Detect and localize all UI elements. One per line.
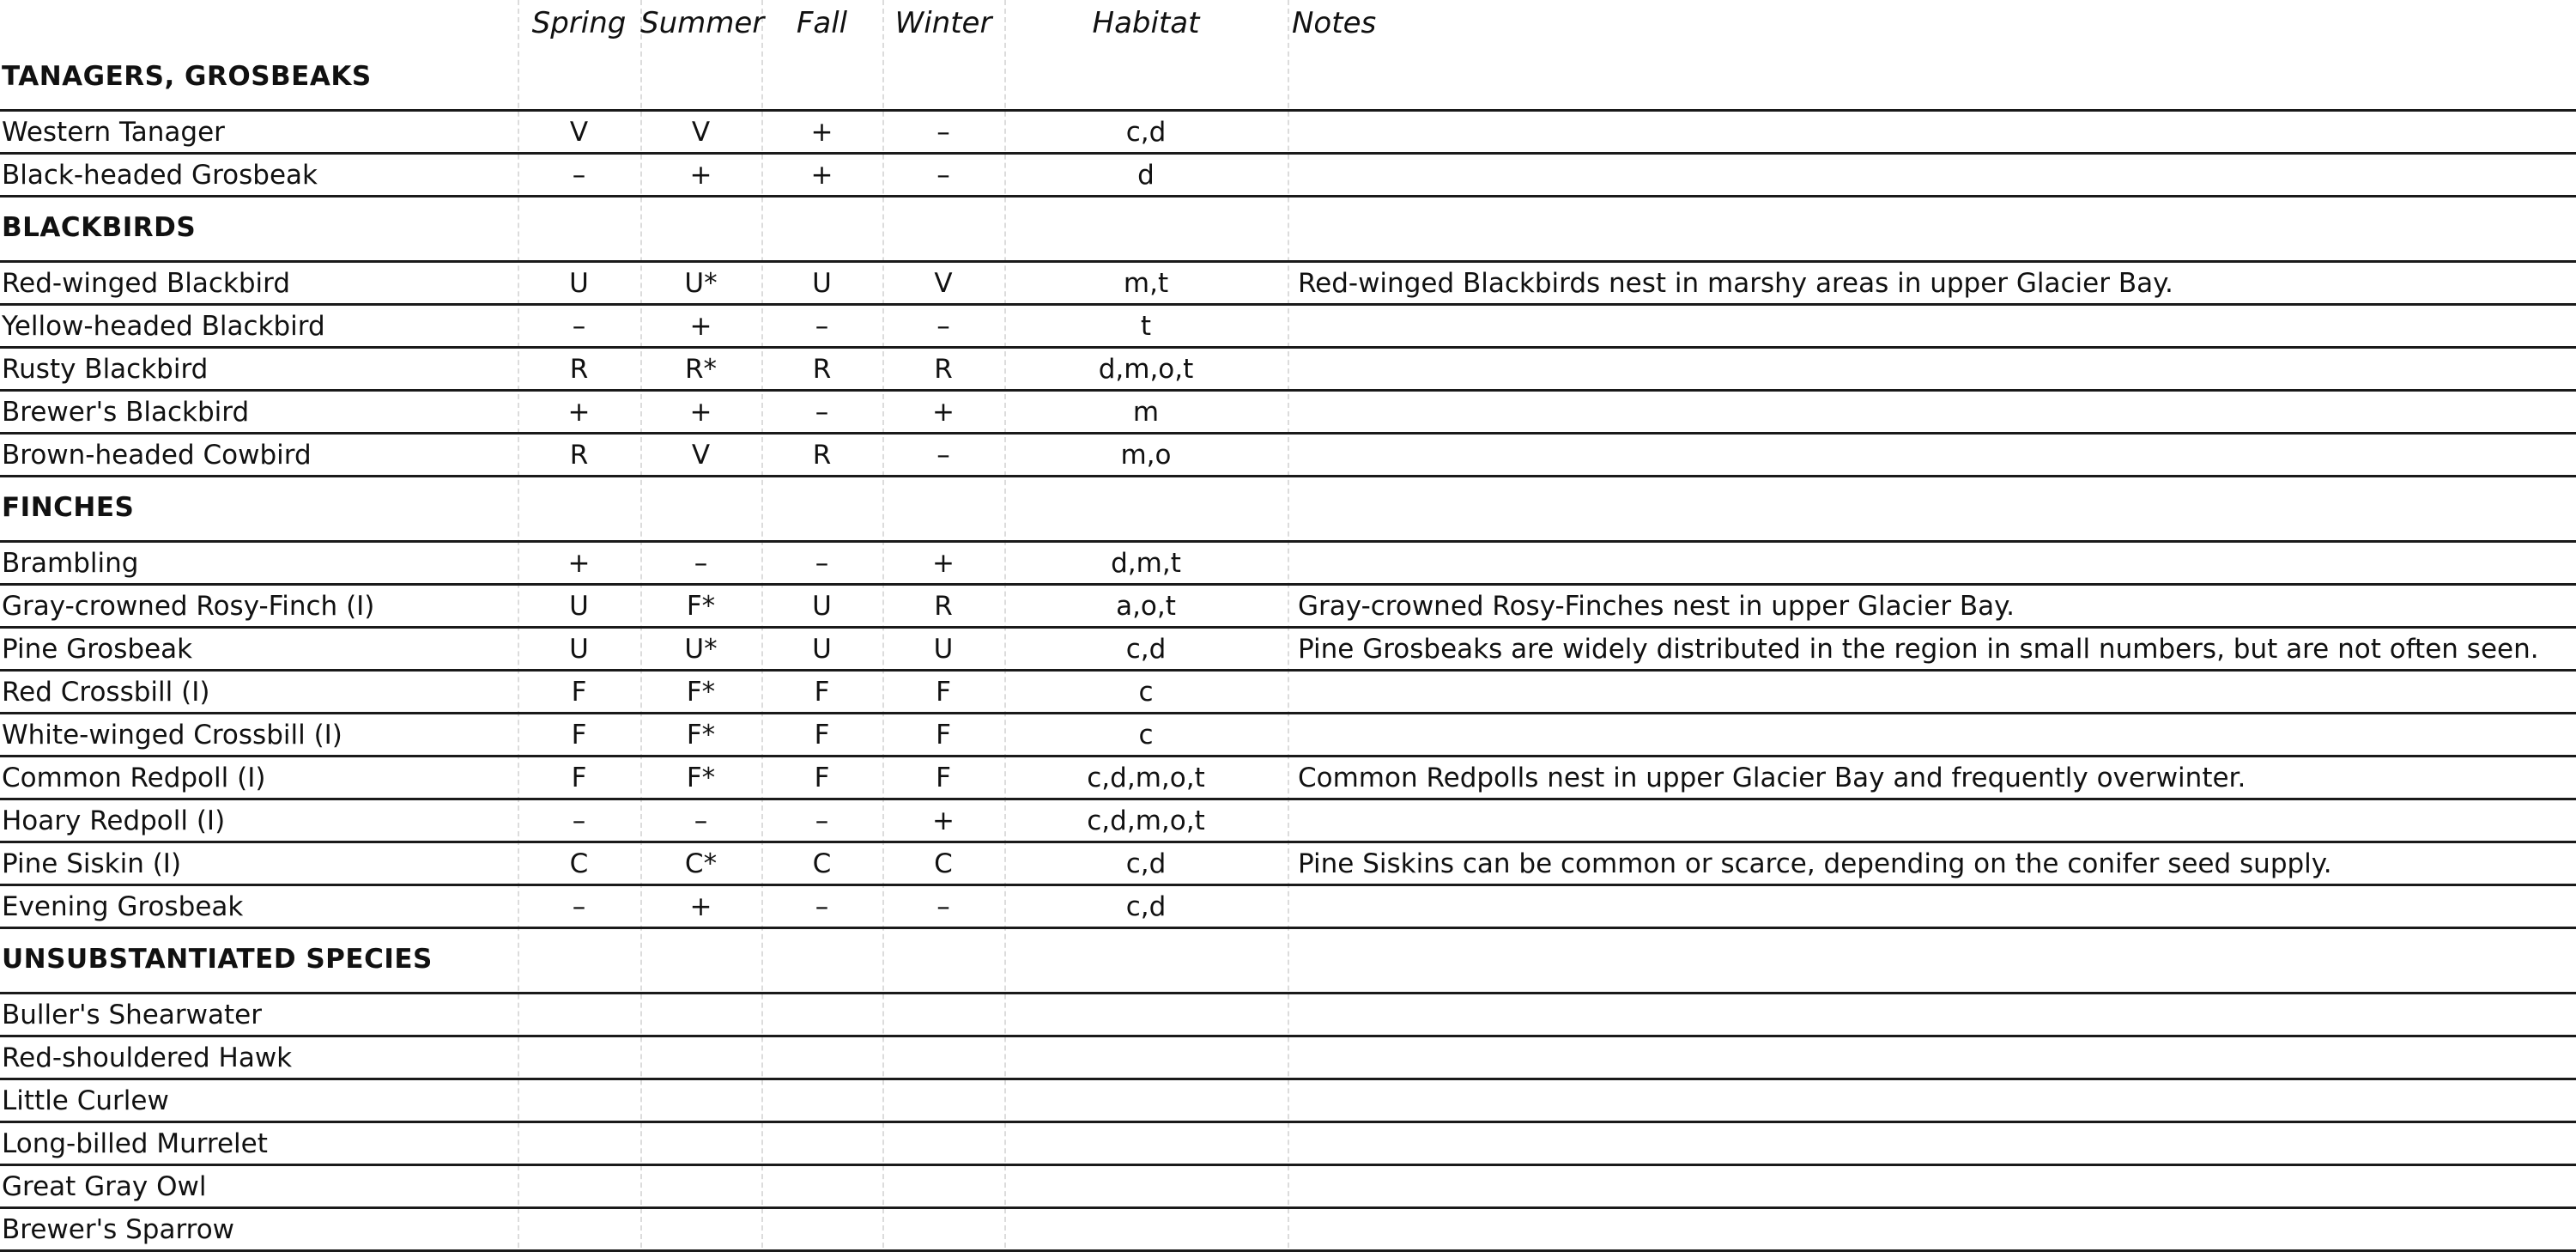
table-row: [0, 543, 2576, 586]
species-name: Brambling: [2, 548, 139, 579]
fall-cell: U: [812, 268, 832, 299]
winter-cell: R: [934, 591, 953, 622]
summer-cell: V: [691, 440, 711, 471]
habitat-cell: m: [1132, 397, 1160, 428]
spring-cell: V: [569, 117, 589, 148]
species-name: Long-billed Murrelet: [2, 1128, 268, 1159]
habitat-cell: c,d: [1125, 848, 1167, 879]
header-notes: Notes: [1292, 6, 1377, 40]
habitat-cell: c,d,m,o,t: [1087, 763, 1205, 793]
spring-cell: +: [567, 548, 591, 579]
fall-cell: [761, 994, 882, 1035]
section-title: UNSUBSTANTIATED SPECIES: [2, 944, 433, 975]
notes-cell: [1298, 800, 2573, 841]
notes-cell: [1298, 672, 2573, 712]
species-name: Evening Grosbeak: [2, 891, 244, 922]
section-title: FINCHES: [2, 492, 135, 523]
notes-cell: [1298, 714, 2573, 755]
summer-cell: F*: [686, 677, 716, 708]
winter-cell: –: [936, 311, 950, 342]
spring-cell: F: [571, 763, 587, 793]
spring-cell: –: [572, 160, 586, 191]
header-spring: Spring: [531, 6, 627, 40]
winter-cell: –: [936, 117, 950, 148]
table-row: [0, 349, 2576, 392]
winter-cell: U: [933, 634, 954, 665]
habitat-cell: c,d,m,o,t: [1087, 805, 1205, 836]
table-row: [0, 263, 2576, 306]
table-row: [0, 392, 2576, 435]
section-header-row: [0, 198, 2576, 263]
spring-cell: R: [569, 354, 589, 385]
notes-cell: Pine Siskins can be common or scarce, depending on the conifer seed supply.: [1298, 848, 2332, 879]
species-name: Red Crossbill (I): [2, 677, 210, 708]
summer-cell: F*: [686, 763, 716, 793]
table-row: [0, 435, 2576, 477]
species-name: Gray-crowned Rosy-Finch (I): [2, 591, 375, 622]
fall-cell: F: [814, 763, 830, 793]
notes-cell: Pine Grosbeaks are widely distributed in the region in small numbers, but are not often seen.: [1298, 634, 2539, 665]
species-name: Yellow-headed Blackbird: [2, 311, 325, 342]
habitat-cell: t: [1140, 311, 1152, 342]
notes-cell: [1298, 1080, 2573, 1121]
summer-cell: U*: [684, 268, 718, 299]
spring-cell: [518, 1166, 640, 1206]
habitat-cell: d: [1137, 160, 1155, 191]
habitat-cell: c,d: [1125, 117, 1167, 148]
summer-cell: [640, 1037, 761, 1078]
table-row: [0, 155, 2576, 198]
fall-cell: U: [812, 634, 832, 665]
fall-cell: R: [812, 354, 832, 385]
summer-cell: +: [689, 160, 712, 191]
table-row: [0, 886, 2576, 929]
notes-cell: [1298, 306, 2573, 346]
table-header: [0, 0, 2576, 46]
species-name: Red-winged Blackbird: [2, 268, 291, 299]
table-row: [0, 1209, 2576, 1252]
species-name: Pine Grosbeak: [2, 634, 193, 665]
winter-cell: F: [936, 677, 951, 708]
table-row: [0, 629, 2576, 672]
winter-cell: –: [936, 160, 950, 191]
species-name: Pine Siskin (I): [2, 848, 182, 879]
species-name: Great Gray Owl: [2, 1171, 207, 1202]
spring-cell: –: [572, 891, 586, 922]
summer-cell: U*: [684, 634, 718, 665]
winter-cell: R: [934, 354, 953, 385]
spring-cell: –: [572, 805, 586, 836]
table-row: [0, 1080, 2576, 1123]
notes-cell: Gray-crowned Rosy-Finches nest in upper Glacier Bay.: [1298, 591, 2015, 622]
spring-cell: [518, 1123, 640, 1164]
winter-cell: [882, 1037, 1004, 1078]
habitat-cell: c: [1138, 677, 1154, 708]
fall-cell: –: [815, 891, 829, 922]
notes-cell: [1298, 1209, 2573, 1249]
spring-cell: F: [571, 720, 587, 751]
fall-cell: U: [812, 591, 832, 622]
notes-cell: [1298, 994, 2573, 1035]
summer-cell: +: [689, 891, 712, 922]
species-name: Brewer's Blackbird: [2, 397, 250, 428]
winter-cell: +: [932, 397, 955, 428]
spring-cell: U: [569, 634, 589, 665]
notes-cell: [1298, 349, 2573, 389]
notes-cell: [1298, 155, 2573, 195]
species-name: Western Tanager: [2, 117, 225, 148]
table-row: [0, 586, 2576, 629]
winter-cell: V: [934, 268, 953, 299]
species-name: Red-shouldered Hawk: [2, 1042, 293, 1073]
summer-cell: –: [694, 548, 708, 579]
notes-cell: Common Redpolls nest in upper Glacier Bay and frequently overwinter.: [1298, 763, 2246, 793]
spring-cell: [518, 1037, 640, 1078]
summer-cell: [640, 1080, 761, 1121]
summer-cell: –: [694, 805, 708, 836]
table-row: [0, 843, 2576, 886]
header-fall: Fall: [796, 6, 848, 40]
table-row: [0, 306, 2576, 349]
habitat-cell: c: [1138, 720, 1154, 751]
notes-cell: [1298, 435, 2573, 475]
spring-cell: U: [569, 591, 589, 622]
summer-cell: [640, 994, 761, 1035]
fall-cell: F: [814, 720, 830, 751]
notes-cell: [1298, 543, 2573, 583]
notes-cell: [1298, 1166, 2573, 1206]
species-name: Hoary Redpoll (I): [2, 805, 226, 836]
habitat-cell: [1004, 1080, 1288, 1121]
spring-cell: F: [571, 677, 587, 708]
spring-cell: [518, 1209, 640, 1249]
fall-cell: R: [812, 440, 832, 471]
habitat-cell: d,m,t: [1111, 548, 1181, 579]
winter-cell: F: [936, 720, 951, 751]
notes-cell: [1298, 112, 2573, 152]
fall-cell: [761, 1209, 882, 1249]
table-row: [0, 1037, 2576, 1080]
winter-cell: +: [932, 805, 955, 836]
header-habitat: Habitat: [1092, 6, 1200, 40]
spring-cell: [518, 994, 640, 1035]
winter-cell: [882, 994, 1004, 1035]
summer-cell: [640, 1209, 761, 1249]
fall-cell: –: [815, 311, 829, 342]
fall-cell: F: [814, 677, 830, 708]
section-header-row: [0, 477, 2576, 543]
species-name: Common Redpoll (I): [2, 763, 266, 793]
winter-cell: [882, 1080, 1004, 1121]
notes-cell: [1298, 1123, 2573, 1164]
summer-cell: [640, 1166, 761, 1206]
summer-cell: F*: [686, 591, 716, 622]
spring-cell: +: [567, 397, 591, 428]
habitat-cell: [1004, 1209, 1288, 1249]
notes-cell: [1298, 886, 2573, 927]
species-name: White-winged Crossbill (I): [2, 720, 342, 751]
species-name: Buller's Shearwater: [2, 1000, 262, 1030]
fall-cell: C: [812, 848, 832, 879]
winter-cell: [882, 1166, 1004, 1206]
section-title: BLACKBIRDS: [2, 212, 197, 243]
summer-cell: R*: [684, 354, 718, 385]
summer-cell: [640, 1123, 761, 1164]
species-name: Black-headed Grosbeak: [2, 160, 318, 191]
habitat-cell: [1004, 1166, 1288, 1206]
species-name: Rusty Blackbird: [2, 354, 209, 385]
habitat-cell: c,d: [1125, 634, 1167, 665]
spring-cell: [518, 1080, 640, 1121]
summer-cell: F*: [686, 720, 716, 751]
notes-cell: Red-winged Blackbirds nest in marshy areas in upper Glacier Bay.: [1298, 268, 2173, 299]
section-header-row: [0, 929, 2576, 994]
fall-cell: –: [815, 805, 829, 836]
habitat-cell: m,o: [1120, 440, 1172, 471]
table-row: [0, 1166, 2576, 1209]
fall-cell: +: [810, 117, 833, 148]
spring-cell: C: [569, 848, 589, 879]
fall-cell: –: [815, 397, 829, 428]
table-row: [0, 1123, 2576, 1166]
fall-cell: +: [810, 160, 833, 191]
species-name: Little Curlew: [2, 1085, 169, 1116]
table-row: [0, 714, 2576, 757]
table-row: [0, 757, 2576, 800]
notes-cell: [1298, 392, 2573, 432]
fall-cell: [761, 1080, 882, 1121]
winter-cell: [882, 1209, 1004, 1249]
table-row: [0, 994, 2576, 1037]
winter-cell: +: [932, 548, 955, 579]
notes-cell: [1298, 1037, 2573, 1078]
summer-cell: +: [689, 311, 712, 342]
header-winter: Winter: [894, 6, 992, 40]
fall-cell: [761, 1123, 882, 1164]
fall-cell: [761, 1166, 882, 1206]
habitat-cell: [1004, 1037, 1288, 1078]
spring-cell: R: [569, 440, 589, 471]
habitat-cell: d,m,o,t: [1098, 354, 1194, 385]
summer-cell: V: [691, 117, 711, 148]
header-summer: Summer: [640, 6, 765, 40]
winter-cell: F: [936, 763, 951, 793]
fall-cell: –: [815, 548, 829, 579]
section-header-row: [0, 46, 2576, 112]
table-row: [0, 800, 2576, 843]
habitat-cell: m,t: [1123, 268, 1169, 299]
winter-cell: –: [936, 891, 950, 922]
species-name: Brewer's Sparrow: [2, 1214, 235, 1245]
spring-cell: U: [569, 268, 589, 299]
winter-cell: [882, 1123, 1004, 1164]
habitat-cell: a,o,t: [1116, 591, 1176, 622]
habitat-cell: [1004, 994, 1288, 1035]
section-title: TANAGERS, GROSBEAKS: [2, 61, 372, 92]
habitat-cell: c,d: [1125, 891, 1167, 922]
spring-cell: –: [572, 311, 586, 342]
fall-cell: [761, 1037, 882, 1078]
winter-cell: C: [934, 848, 953, 879]
habitat-cell: [1004, 1123, 1288, 1164]
species-name: Brown-headed Cowbird: [2, 440, 312, 471]
summer-cell: +: [689, 397, 712, 428]
summer-cell: C*: [684, 848, 718, 879]
table-row: [0, 672, 2576, 714]
winter-cell: –: [936, 440, 950, 471]
table-row: [0, 112, 2576, 155]
